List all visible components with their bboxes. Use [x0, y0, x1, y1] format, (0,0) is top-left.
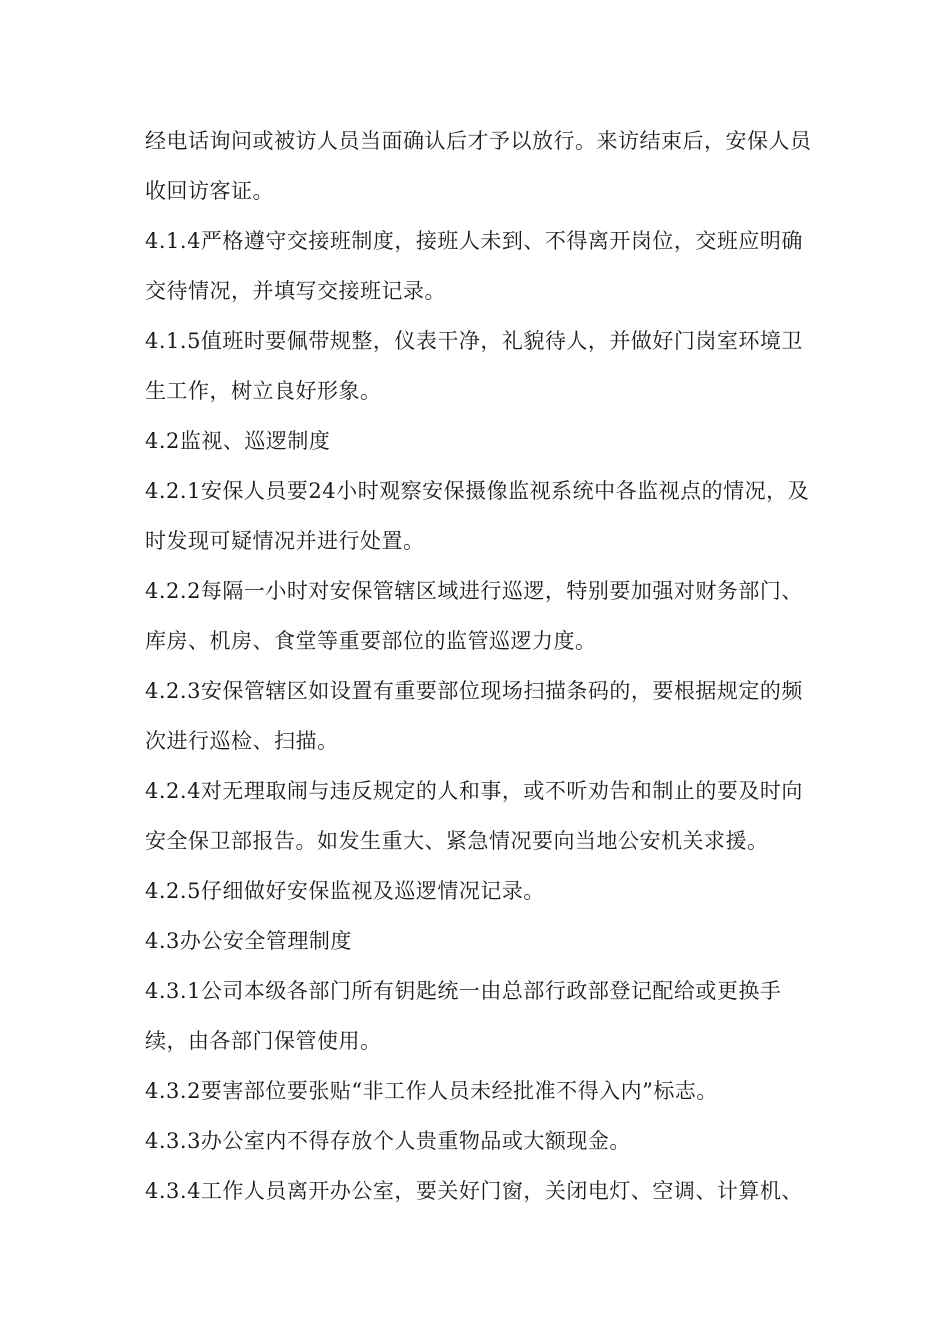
text-line: 4.2.5仔细做好安保监视及巡逻情况记录。	[145, 879, 545, 903]
text-line: 4.3.3办公室内不得存放个人贵重物品或大额现金。	[145, 1129, 631, 1153]
section-heading: 4.2监视、巡逻制度	[145, 429, 331, 453]
text-line: 4.2.1安保人员要24小时观察安保摄像监视系统中各监视点的情况，及	[145, 479, 810, 503]
text-line: 库房、机房、食堂等重要部位的监管巡逻力度。	[145, 629, 597, 653]
text-line: 4.1.4严格遵守交接班制度，接班人未到、不得离开岗位，交班应明确	[145, 229, 803, 253]
text-line: 次进行巡检、扫描。	[145, 729, 339, 753]
text-line: 安全保卫部报告。如发生重大、紧急情况要向当地公安机关求援。	[145, 829, 769, 853]
text-line: 交待情况，并填写交接班记录。	[145, 279, 446, 303]
text-line: 4.3.2要害部位要张贴“非工作人员未经批准不得入内”标志。	[145, 1079, 718, 1103]
text-line: 收回访客证。	[145, 179, 274, 203]
text-line: 经电话询问或被访人员当面确认后才予以放行。来访结束后，安保人员	[145, 129, 812, 153]
text-line: 4.2.4对无理取闹与违反规定的人和事，或不听劝告和制止的要及时向	[145, 779, 803, 803]
document-body	[145, 116, 815, 1216]
text-line: 生工作，树立良好形象。	[145, 379, 382, 403]
text-line: 时发现可疑情况并进行处置。	[145, 529, 425, 553]
text-line: 4.1.5值班时要佩带规整，仪表干净，礼貌待人，并做好门岗室环境卫	[145, 329, 803, 353]
text-line: 4.3.4工作人员离开办公室，要关好门窗，关闭电灯、空调、计算机、	[145, 1179, 803, 1203]
text-line: 4.2.3安保管辖区如设置有重要部位现场扫描条码的，要根据规定的频	[145, 679, 803, 703]
text-line: 4.3.1公司本级各部门所有钥匙统一由总部行政部登记配给或更换手	[145, 979, 782, 1003]
section-heading: 4.3办公安全管理制度	[145, 929, 352, 953]
text-line: 4.2.2每隔一小时对安保管辖区域进行巡逻，特别要加强对财务部门、	[145, 579, 803, 603]
text-line: 续，由各部门保管使用。	[145, 1029, 382, 1053]
